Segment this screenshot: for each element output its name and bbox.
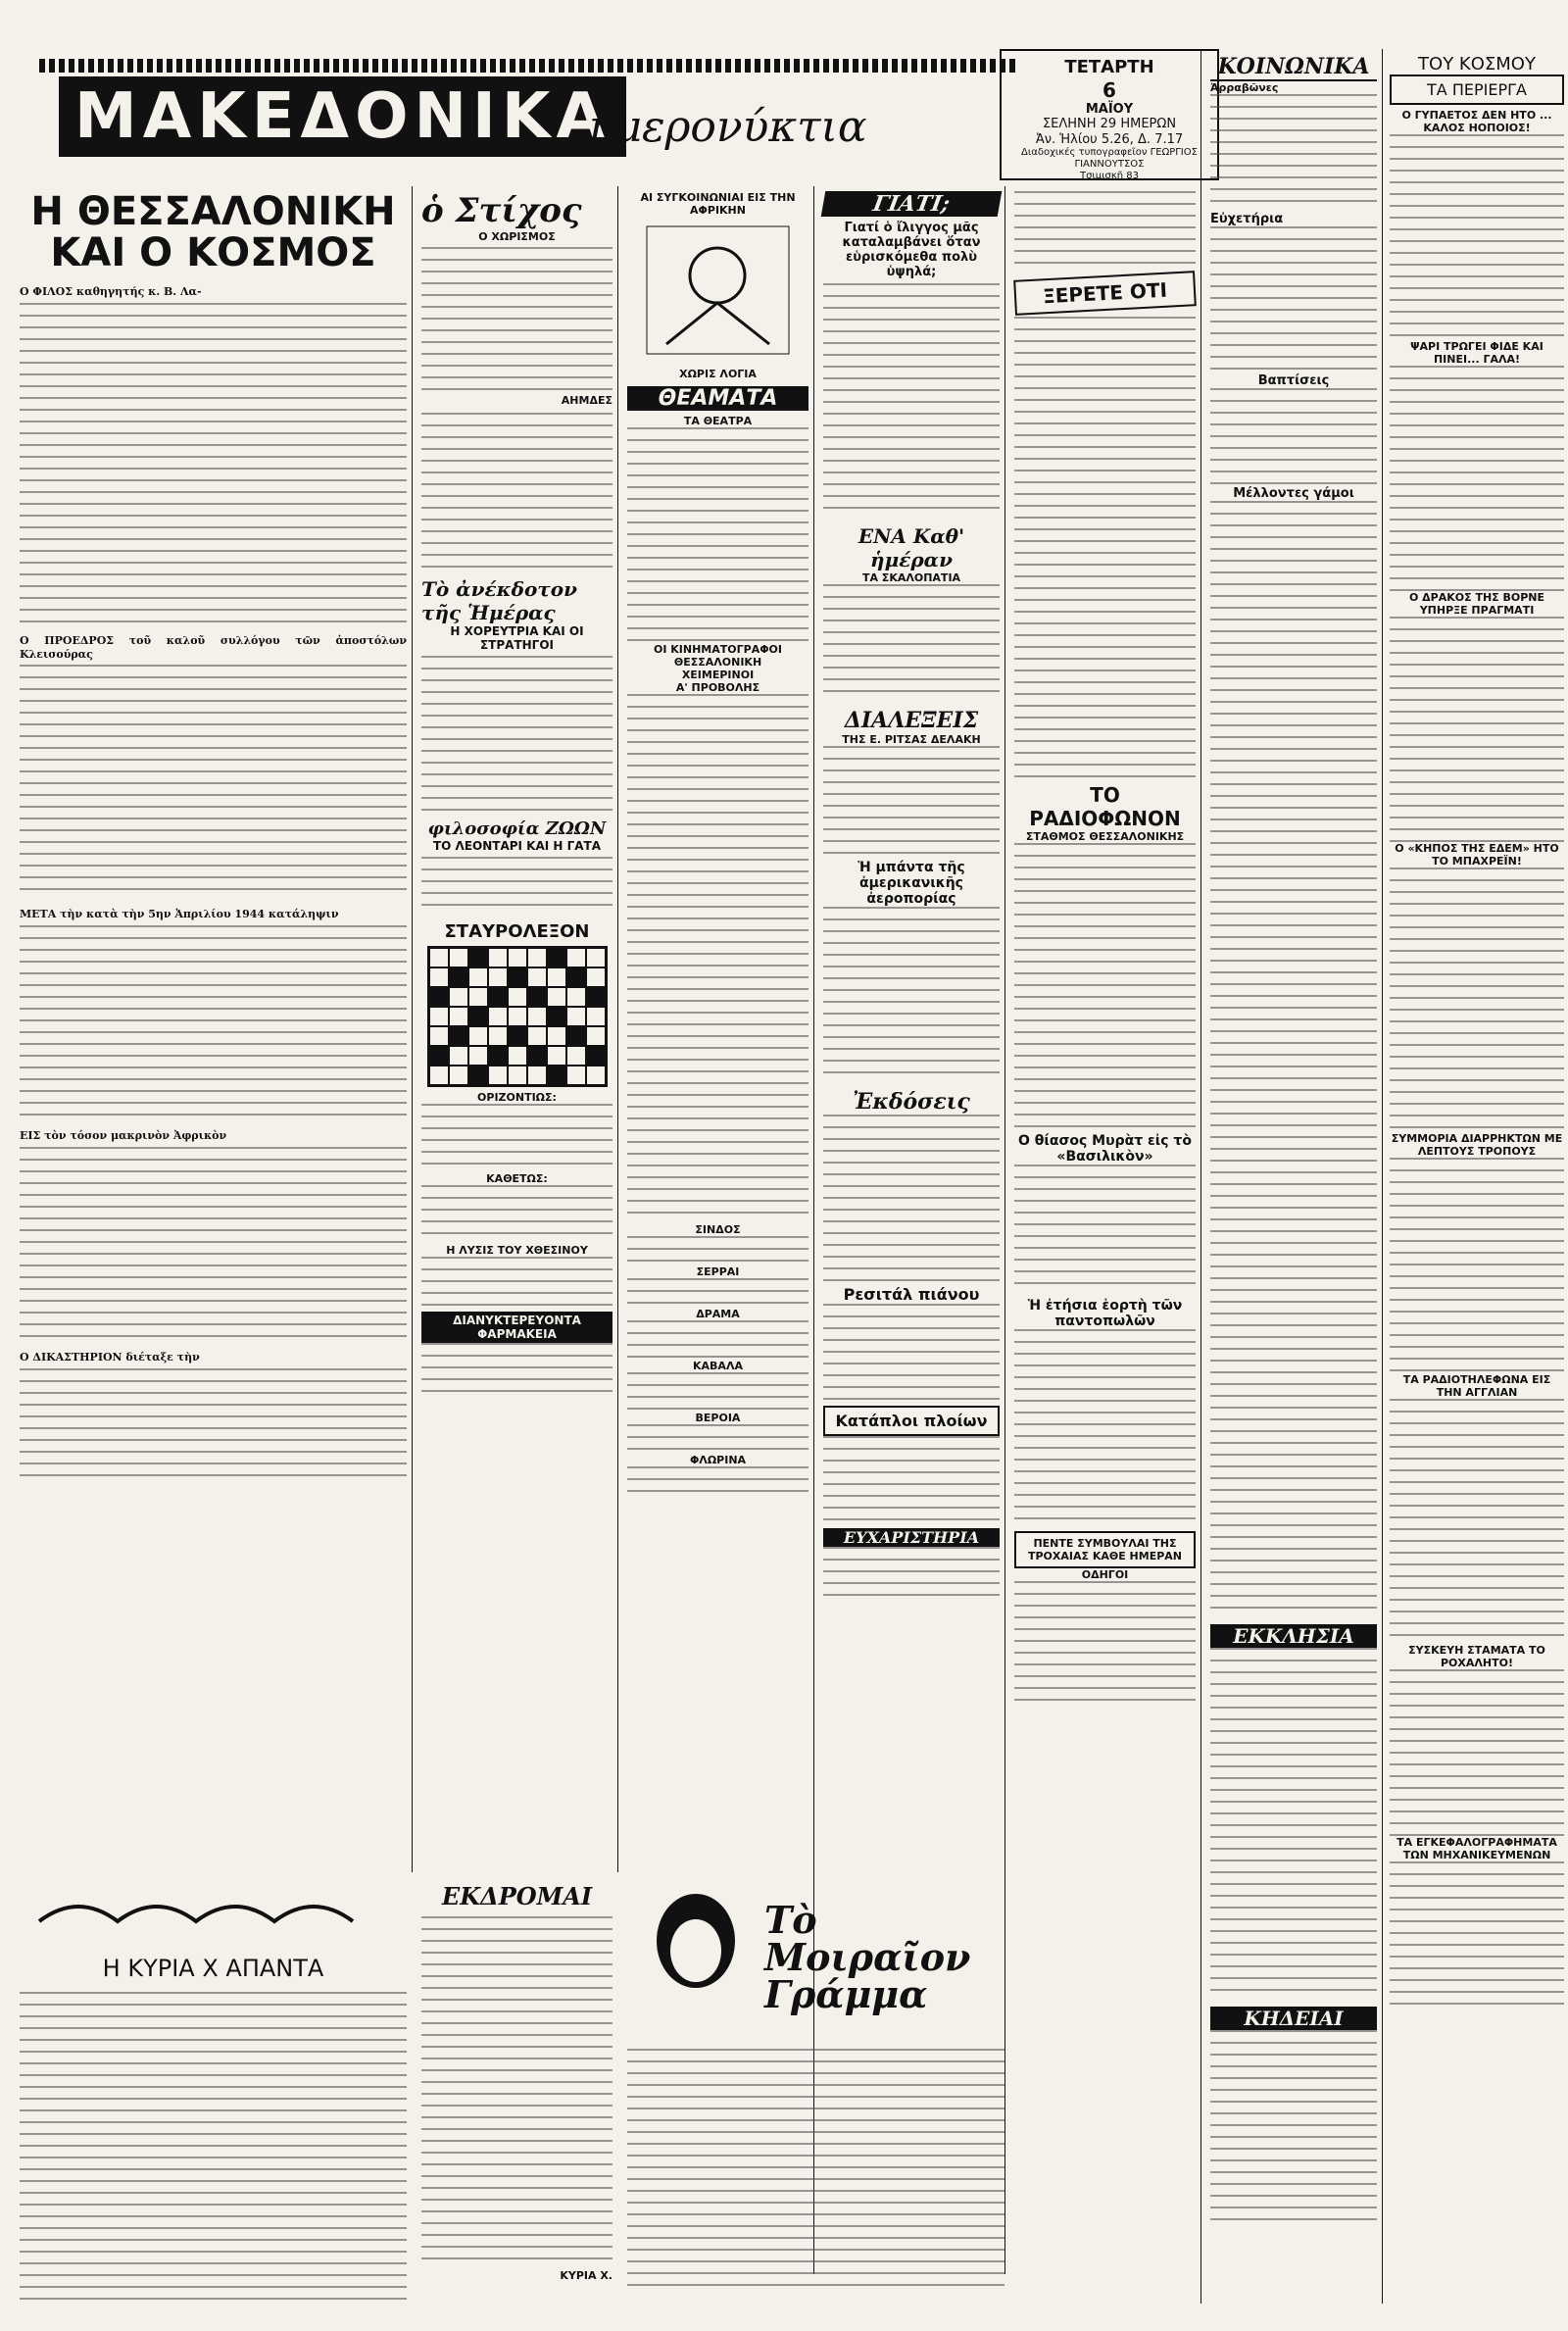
col1-mid: [20, 634, 407, 662]
arrabones-title: Ἀρραβῶνες: [1210, 81, 1279, 94]
col1-p4-text: ΕΙΣ τὸν τόσον μακρινὸν Ἀφρικὸν: [20, 1129, 227, 1142]
perierga-h8: ΤΑ ΕΓΚΕΦΑΛΟΓΡΑΦΗΜΑΤΑ ΤΩΝ ΜΗΧΑΝΙΚΕΥΜΕΝΩΝ: [1396, 1836, 1557, 1861]
article-body-lines: [421, 1916, 612, 2269]
drama-title: ΔΡΑΜΑ: [696, 1308, 740, 1320]
cinema-listing: [627, 1372, 808, 1412]
eorti-headline: Ἡ ἐτήσια ἑορτὴ τῶν παντοπωλῶν: [1027, 1298, 1183, 1329]
radio-station: ΣΤΑΘΜΟΣ ΘΕΣΣΑΛΟΝΙΚΗΣ: [1025, 830, 1185, 843]
article-body-lines: [20, 1368, 407, 1476]
article-body-lines: [1210, 1648, 1377, 2001]
date-month: ΜΑΪΟΥ: [1085, 101, 1134, 117]
masthead-ornament: [39, 59, 1019, 73]
date-printer: Διαδοχικές τυπογραφεῖον ΓΕΩΡΓΙΟΣ ΓΙΑΝΝΟΥΤΣΟΣ: [1021, 147, 1198, 171]
perierga-h1: Ο ΓΥΠΑΕΤΟΣ ΔΕΝ ΗΤΟ ... ΚΑΛΟΣ ΗΟΠΟΙΟΣ!: [1401, 109, 1552, 134]
anecdote-headline: Η ΧΟΡΕΥΤΡΙΑ ΚΑΙ ΟΙ ΣΤΡΑΤΗΓΟΙ: [450, 624, 584, 652]
ekdoseis-title: Ἐκδόσεις: [853, 1089, 970, 1115]
col1-p4: [20, 1129, 407, 1143]
cinema-listing: [627, 1278, 808, 1308]
poem-author: ΑΗΜΔΕΣ: [561, 394, 612, 407]
perierga-title: ΤΑ ΠΕΡΙΕΡΓΑ: [1390, 74, 1564, 105]
cinemas-title: ΟΙ ΚΙΝΗΜΑΤΟΓΡΑΦΟΙ: [654, 643, 782, 656]
kyria-x-column: [20, 1882, 407, 2313]
birds-illustration: [20, 1882, 407, 1951]
recital-headline: Ρεσιτάλ πιάνου: [843, 1285, 980, 1304]
col1-p5: [20, 1351, 407, 1364]
masthead: [39, 49, 1019, 167]
dialexi-speaker: ΤΗΣ Ε. ΡΙΤΣΑΣ ΔΕΛΑΚΗ: [842, 733, 981, 746]
article-body-lines: [421, 857, 612, 916]
article-body-lines: [20, 1147, 407, 1343]
article-body-lines: [1014, 317, 1196, 777]
article-body-lines: [1014, 1165, 1196, 1292]
cinema-listing: [627, 1424, 808, 1454]
clue-lines: [421, 1104, 612, 1172]
col1-p3: [20, 908, 407, 921]
article-body-lines: [1014, 191, 1196, 270]
article-body-lines: [421, 413, 612, 570]
article-body-lines: [823, 907, 1000, 1083]
anecdote-title: Τὸ ἀνέκδοτον τῆς Ἡμέρας: [421, 577, 577, 624]
cinema-listing: [627, 1320, 808, 1360]
cinema-listing: [627, 694, 808, 1223]
date-weekday: ΤΕΤΑΡΤΗ: [1064, 57, 1154, 77]
cartoon-illustration: [627, 217, 808, 364]
solution-lines: [421, 1257, 612, 1306]
article-body-lines: [823, 1547, 1000, 1596]
column-rule: [412, 186, 413, 1872]
column-7: [1390, 54, 1564, 2308]
article-body-lines: [823, 584, 1000, 702]
column-rule: [1200, 49, 1201, 2304]
perierga-h7: ΣΥΣΚΕΥΗ ΣΤΑΜΑΤΑ ΤΟ ΡΟΧΑΛΗΤΟ!: [1408, 1644, 1545, 1669]
article-body-lines: [823, 1304, 1000, 1402]
article-body-lines: [1390, 1158, 1564, 1373]
poem-lines: [421, 247, 612, 394]
article-body-lines: [1390, 134, 1564, 340]
article-body-lines: [20, 1992, 407, 2306]
gamoi-title: Μέλλοντες γάμοι: [1233, 486, 1354, 501]
article-body-lines: [20, 303, 407, 626]
article-body-lines: [1210, 226, 1377, 373]
kyria-signature: ΚΥΡΙΑ Χ.: [560, 2269, 612, 2282]
moiraion-gramma: [627, 1882, 1004, 2304]
crossword-horizontal: ΟΡΙΖΟΝΤΙΩΣ:: [477, 1091, 557, 1104]
cartoon-caption: ΧΩΡΙΣ ΛΟΓΙΑ: [679, 368, 757, 380]
murat-headline: Ο θίασος Μυρὰτ εἰς τὸ «Βασιλικὸν»: [1018, 1133, 1192, 1165]
article-body-lines: [823, 1436, 1000, 1524]
florina-title: ΦΛΩΡΙΝΑ: [689, 1454, 747, 1466]
pharmacy-lines: [421, 1343, 612, 1402]
ekdromai-column: [421, 1882, 612, 2304]
euxetiria-title: Εὐχετήρια: [1210, 212, 1284, 226]
date-box: [1000, 49, 1219, 180]
filosofia-headline: ΤΟ ΛΕΟΝΤΑΡΙ ΚΑΙ Η ΓΑΤΑ: [432, 839, 602, 853]
radio-title: ΤΟ ΡΑΔΙΟΦΩΝΟΝ: [1029, 783, 1181, 830]
koinonika-title: ΚΟΙΝΩΝΙΚΑ: [1210, 54, 1377, 81]
giati-headline: Γιατί ὁ ἴλιγγος μᾶς καταλαμβάνει ὅταν εὑρισκόμεθα πολὺ ὑψηλά;: [842, 221, 981, 279]
cinemas-city: ΘΕΣΣΑΛΟΝΙΚΗ: [673, 656, 762, 669]
clue-lines: [421, 1185, 612, 1244]
column-1: [20, 191, 407, 1858]
theatre-listing: [627, 427, 808, 643]
perierga-h4: Ο «ΚΗΠΟΣ ΤΗΣ ΕΔΕΜ» ΗΤΟ ΤΟ ΜΠΑΧΡΕΪΝ!: [1395, 842, 1559, 868]
col1-lead: [20, 285, 407, 299]
article-body-lines: [421, 656, 612, 813]
masthead-title: ΜΑΚΕΔΟΝΙΚΑ: [59, 76, 626, 157]
article-body-lines: [20, 925, 407, 1121]
cinemas-winter: ΧΕΙΜΕΡΙΝΟΙ: [681, 669, 755, 681]
article-body-lines: [1210, 501, 1377, 1618]
perierga-h6: ΤΑ ΡΑΔΙΟΤΗΛΕΦΩΝΑ ΕΙΣ ΤΗΝ ΑΓΓΛΙΑΝ: [1402, 1373, 1551, 1399]
article-body-lines: [1390, 366, 1564, 591]
col1-lead-text: Ο ΦΙΛΟΣ καθηγητής κ. Β. Λα-: [20, 285, 202, 298]
cinemas-first-run: Α' ΠΡΟΒΟΛΗΣ: [675, 681, 760, 694]
article-body-lines: [1390, 617, 1564, 842]
theatra-title: ΤΑ ΘΕΑΤΡΑ: [683, 415, 753, 427]
article-body-lines: [823, 1115, 1000, 1281]
article-body-lines: [1390, 1399, 1564, 1644]
crossword-title: ΣΤΑΥΡΟΛΕΞΟΝ: [444, 921, 590, 942]
ekklisia-title: ΕΚΚΛΗΣΙΑ: [1210, 1624, 1377, 1648]
eux-title: ΕΥΧΑΡΙΣΤΗΡΙΑ: [823, 1528, 1000, 1547]
perierga-h3: Ο ΔΡΑΚΟΣ ΤΗΣ ΒΟΡΝΕ ΥΠΗΡΞΕ ΠΡΑΓΜΑΤΙ: [1408, 591, 1545, 617]
article-body-lines: [1014, 1581, 1196, 1709]
veroia-title: ΒΕΡΟΙΑ: [695, 1412, 741, 1424]
article-body-lines: [1210, 94, 1377, 212]
date-address: Τσιμισκῆ 83: [1079, 171, 1140, 182]
column-6: [1210, 54, 1377, 2308]
crossword-grid: [427, 946, 608, 1087]
kideiai-title: ΚΗΔΕΙΑΙ: [1210, 2007, 1377, 2030]
stixos-subtitle: Ο ΧΩΡΙΣΜΟΣ: [478, 230, 556, 243]
story-lines: [627, 2049, 1004, 2294]
cinema-listing: [627, 1466, 808, 1496]
katapl-headline: Κατάπλοι πλοίων: [823, 1406, 1000, 1436]
date-sun: Ἀν. Ἡλίου 5.26, Δ. 7.17: [1035, 131, 1184, 147]
dialexeis-title: ΔΙΑΛΕΞΕΙΣ: [844, 708, 979, 733]
column-rule: [1004, 186, 1005, 2274]
banda-headline: Ἡ μπάντα τῆς ἀμερικανικῆς ἀεροπορίας: [858, 860, 965, 907]
column-3: [627, 191, 808, 1877]
article-body-lines: [1014, 1329, 1196, 1525]
date-note: ΣΕΛΗΝΗ 29 ΗΜΕΡΩΝ: [1042, 117, 1177, 132]
skalopatia-title: ΤΑ ΣΚΑΛΟΠΑΤΙΑ: [861, 571, 961, 584]
stixos-title: ὁ Στίχος: [421, 191, 582, 230]
serrai-title: ΣΕΡΡΑΙ: [696, 1265, 740, 1278]
article-body-lines: [1390, 1861, 1564, 2009]
kavala-title: ΚΑΒΑΛΑ: [693, 1360, 743, 1372]
ekdromai-title: ΕΚΔΡΟΜΑΙ: [441, 1882, 593, 1910]
odigoi-title: ΟΔΗΓΟΙ: [1081, 1568, 1129, 1581]
col1-headline: Η ΘΕΣΣΑΛΟΝΙΚΗ ΚΑΙ Ο ΚΟΣΜΟΣ: [30, 189, 396, 275]
theamata-title: ΘΕΑΜΑΤΑ: [627, 386, 808, 411]
masthead-subtitle: ἡμερονύκτια: [588, 102, 867, 152]
column-5: [1014, 191, 1196, 2279]
article-body-lines: [1210, 388, 1377, 486]
radio-program: [1014, 843, 1196, 1127]
col1-mid-text: Ο ΠΡΟΕΔΡΟΣ τοῦ καλοῦ συλλόγου τῶν ἀποστόλων Κλεισούρας: [20, 633, 407, 661]
giati-title: ΓΙΑΤΙ;: [821, 191, 1003, 217]
col1-p5-text: Ο ΔΙΚΑΣΤΗΡΙΟΝ διέταξε τὴν: [20, 1350, 200, 1364]
column-rule: [1382, 49, 1383, 2304]
filosofia-title: φιλοσοφία ΖΩΩΝ: [427, 818, 607, 839]
ena-title: ΕΝΑ Καθ' ἡμέραν: [858, 524, 965, 571]
sindos-title: ΣΙΝΔΟΣ: [695, 1223, 741, 1236]
article-body-lines: [823, 283, 1000, 519]
pharmacies-title: ΔΙΑΝΥΚΤΕΡΕΥΟΝΤΑ ΦΑΡΜΑΚΕΙΑ: [421, 1312, 612, 1343]
column-2: [421, 191, 612, 1877]
cinema-listing: [627, 1236, 808, 1265]
vaptiseis-title: Βαπτίσεις: [1257, 373, 1330, 388]
col1-p3-text: ΜΕΤΑ τὴν κατὰ τὴν 5ην Ἀπριλίου 1944 κατάληψιν: [20, 908, 339, 921]
perierga-h5: ΣΥΜΜΟΡΙΑ ΔΙΑΡΡΗΚΤΩΝ ΜΕ ΛΕΠΤΟΥΣ ΤΡΟΠΟΥΣ: [1391, 1132, 1563, 1158]
africa-headline: ΑΙ ΣΥΓΚΟΙΝΩΝΙΑΙ ΕΙΣ ΤΗΝ ΑΦΡΙΚΗΝ: [640, 191, 796, 217]
article-body-lines: [823, 746, 1000, 854]
xerete-title: ΞΕΡΕΤΕ ΟΤΙ: [1013, 271, 1197, 316]
article-body-lines: [20, 665, 407, 900]
moiraion-title: Τὸ Μοιραῖον Γράμμα: [764, 1898, 971, 2016]
article-body-lines: [1390, 868, 1564, 1132]
perierga-h2: ΨΑΡΙ ΤΡΩΓΕΙ ΦΙΔΕ ΚΑΙ ΠΙΝΕΙ... ΓΑΛΑ!: [1410, 340, 1544, 366]
crossword-solution: Η ΛΥΣΙΣ ΤΟΥ ΧΘΕΣΙΝΟΥ: [446, 1244, 588, 1257]
crossword-vertical: ΚΑΘΕΤΩΣ:: [486, 1172, 548, 1185]
date-day: 6: [1102, 77, 1116, 102]
kosmou-title: ΤΟΥ ΚΟΣΜΟΥ: [1418, 54, 1536, 74]
article-body-lines: [1210, 2030, 1377, 2226]
article-body-lines: [1390, 1669, 1564, 1836]
kyria-x-headline: Η ΚΥΡΙΑ Χ ΑΠΑΝΤΑ: [102, 1955, 324, 1982]
column-rule: [617, 186, 618, 1872]
pente-headline: ΠΕΝΤΕ ΣΥΜΒΟΥΛΑΙ ΤΗΣ ΤΡΟΧΑΙΑΣ ΚΑΘΕ ΗΜΕΡΑΝ: [1014, 1531, 1196, 1568]
woman-illustration: [627, 1882, 755, 2039]
